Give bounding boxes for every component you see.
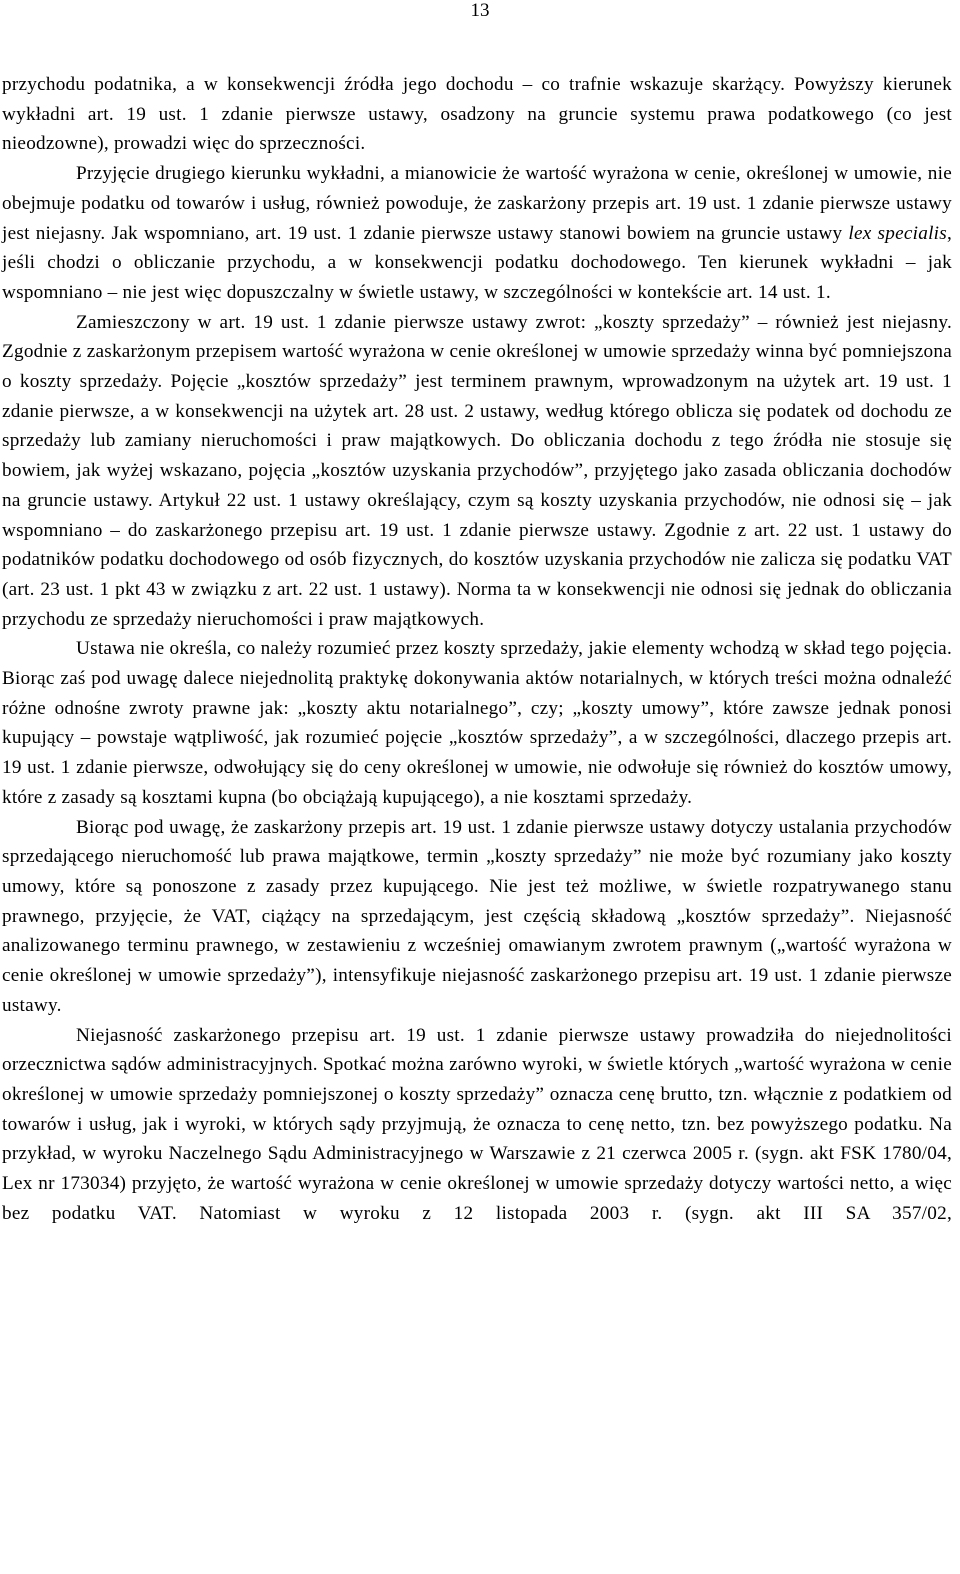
document-body bbox=[2, 70, 952, 1228]
paragraph-text: , jeśli chodzi o obliczanie przychodu, a w konsekwencji podatku dochodowego. Ten kierunek wykładni – jak wspomniano – nie jest więc dopuszczalny w świetle ustawy, w szczególności w kontekście art. 14 ust. 1. bbox=[2, 222, 953, 303]
paragraph-3 bbox=[2, 308, 952, 635]
paragraph-2 bbox=[2, 159, 952, 308]
paragraph-1 bbox=[2, 70, 952, 159]
paragraph-5 bbox=[2, 813, 952, 1021]
page-number: 13 bbox=[470, 0, 490, 21]
paragraph-text: przychodu podatnika, a w konsekwencji źródła jego dochodu – co trafnie wskazuje skarżący. Powyższy kierunek wykładni art. 19 ust. 1 zdanie pierwsze ustawy, osadzony na gruncie systemu prawa podatkowego (co jest nieodzowne), prowadzi więc do sprzeczności. bbox=[2, 74, 952, 155]
paragraph-text: Niejasność zaskarżonego przepisu art. 19 ust. 1 zdanie pierwsze ustawy prowadziła do niejednolitości orzecznictwa sądów administracyjnych. Spotkać można zarówno wyroki, w świetle których „wartość wyrażona w cenie określonej w umowie sprzedaży pomniejszonej o koszty sprzedaży” oznacza cenę brutto, tzn. włącznie z podatkiem od towarów i usług, jak i wyroki, w których sądy przyjmują, że oznacza to cenę netto, tzn. bez powyższego podatku. Na przykład, w wyroku Naczelnego Sądu Administracyjnego w Warszawie z 21 czerwca 2005 r. (sygn. akt FSK 1780/04, Lex nr 173034) przyjęto, że wartość wyrażona w cenie określonej w umowie sprzedaży dotyczy wartości netto, a więc bez podatku VAT. Natomiast w wyroku z 12 listopada 2003 r. (sygn. akt III SA 357/02, bbox=[2, 1024, 952, 1224]
paragraph-text: Przyjęcie drugiego kierunku wykładni, a mianowicie że wartość wyrażona w cenie, określonej w umowie, nie obejmuje podatku od towarów i usług, również powoduje, że zaskarżony przepis art. 19 ust. 1 zdanie pierwsze ustawy jest niejasny. Jak wspomniano, art. 19 ust. 1 zdanie pierwsze ustawy stanowi bowiem na gruncie ustawy bbox=[2, 163, 952, 244]
latin-term-italic: lex specialis bbox=[848, 222, 947, 244]
paragraph-6 bbox=[2, 1021, 952, 1229]
paragraph-text: Biorąc pod uwagę, że zaskarżony przepis art. 19 ust. 1 zdanie pierwsze ustawy dotyczy ustalania przychodów sprzedającego nieruchomość lub prawa majątkowe, termin „koszty sprzedaży” nie może być rozumiany jako koszty umowy, które są ponoszone z zasady przez kupującego. Nie jest też możliwe, w świetle rozpatrywanego stanu prawnego, przyjęcie, że VAT, ciążący na sprzedającym, jest częścią składową „kosztów sprzedaży”. Niejasność analizowanego terminu prawnego, w zestawieniu z wcześniej omawianym zwrotem prawnym („wartość wyrażona w cenie określonej w umowie sprzedaży”), intensyfikuje niejasność zaskarżonego przepisu art. 19 ust. 1 zdanie pierwsze ustawy. bbox=[2, 816, 952, 1016]
paragraph-text: Zamieszczony w art. 19 ust. 1 zdanie pierwsze ustawy zwrot: „koszty sprzedaży” – również jest niejasny. Zgodnie z zaskarżonym przepisem wartość wyrażona w cenie określonej w umowie sprzedaży winna być pomniejszona o koszty sprzedaży. Pojęcie „kosztów sprzedaży” jest terminem prawnym, wprowadzonym na użytek art. 19 ust. 1 zdanie pierwsze, a w konsekwencji na użytek art. 28 ust. 2 ustawy, według którego oblicza się podatek od dochodu ze sprzedaży lub zamiany nieruchomości i praw majątkowych. Do obliczania dochodu z tego źródła nie stosuje się bowiem, jak wyżej wskazano, pojęcia „kosztów uzyskania przychodów”, przyjętego jako zasada obliczania dochodów na gruncie ustawy. Artykuł 22 ust. 1 ustawy określający, czym są koszty uzyskania przychodów, nie odnosi się – jak wspomniano – do zaskarżonego przepisu art. 19 ust. 1 zdanie pierwsze ustawy. Zgodnie z art. 22 ust. 1 ustawy do podatników podatku dochodowego od osób fizycznych, do kosztów uzyskania przychodów nie zalicza się podatku VAT (art. 23 ust. 1 pkt 43 w związku z art. 22 ust. 1 ustawy). Norma ta w konsekwencji nie odnosi się jednak do obliczania przychodu ze sprzedaży nieruchomości i praw majątkowych. bbox=[2, 311, 952, 630]
paragraph-4 bbox=[2, 634, 952, 812]
paragraph-text: Ustawa nie określa, co należy rozumieć przez koszty sprzedaży, jakie elementy wchodzą w skład tego pojęcia. Biorąc zaś pod uwagę dalece niejednolitą praktykę dokonywania aktów notarialnych, w których treści można odnaleźć różne odnośne zwroty prawne jak: „koszty aktu notarialnego”, czy; „koszty umowy”, które zawsze jednak ponosi kupujący – powstaje wątpliwość, jak rozumieć pojęcie „kosztów sprzedaży”, a w szczególności, dlaczego przepis art. 19 ust. 1 zdanie pierwsze, odwołujący się do ceny określonej w umowie, nie odwołuje się również do kosztów umowy, które z zasady są kosztami kupna (bo obciążają kupującego), a nie kosztami sprzedaży. bbox=[2, 638, 952, 808]
